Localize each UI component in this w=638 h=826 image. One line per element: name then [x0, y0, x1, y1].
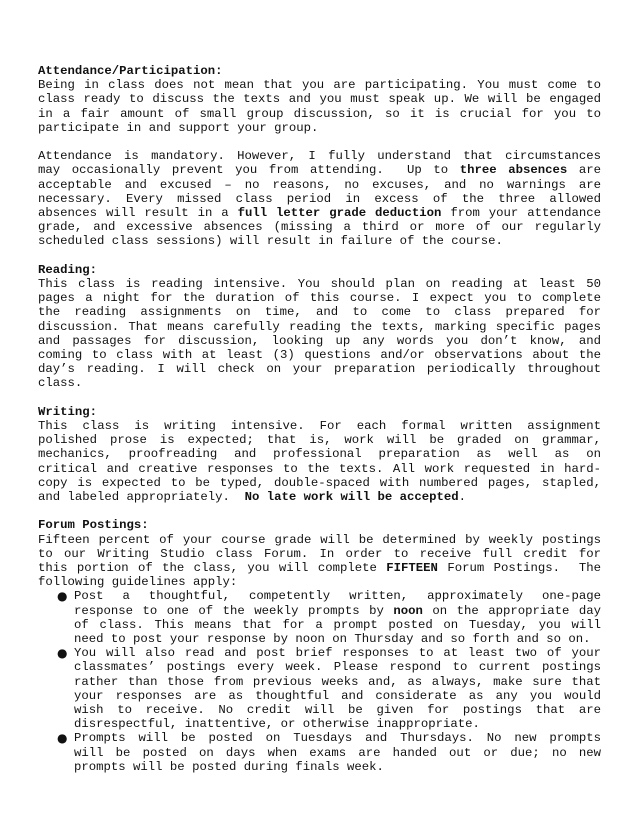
text-line: disrespectful, inattentive, or otherwise inappropriate.: [74, 717, 480, 732]
text-line: Being in class does not mean that you are participating. You must come to: [38, 78, 601, 93]
text-line: to our Writing Studio class Forum. In order to receive full credit for: [38, 546, 601, 561]
forum-section: [38, 518, 601, 774]
no-late-work-emphasis: No late work will be accepted: [244, 490, 459, 505]
text-line: and passages for discussion, looking up any words you don’t know, and: [38, 333, 601, 348]
text-line: of class. This means that for a prompt posted on Tuesday, you will: [74, 617, 601, 632]
text-line: acceptable and excused – no reasons, no excuses, and no warnings are: [38, 177, 601, 192]
text-line: Post a thoughtful, competently written, approximately one-page: [74, 589, 601, 604]
three-absences-emphasis: three absences: [459, 163, 568, 178]
text-line: need to post your response by noon on Thursday and so forth and so on.: [74, 632, 591, 647]
text-line: participate in and support your group.: [38, 120, 319, 135]
list-item: [38, 731, 601, 774]
text-line: necessary. Every missed class period in excess of the three allowed: [38, 191, 601, 206]
text-line: Fifteen percent of your course grade will be determined by weekly postings: [38, 532, 601, 547]
text-line: Prompts will be posted on Tuesdays and Thursdays. No new prompts: [74, 731, 601, 746]
text-line: mechanics, proofreading and professional preparation as well as on: [38, 447, 601, 462]
text-line: absences will result in a full letter grade deduction from your attendance: [38, 206, 601, 221]
bullet-icon: ●: [57, 731, 68, 746]
text-line: the reading assignments on time, and to come to class prepared for: [38, 305, 601, 320]
fifteen-emphasis: FIFTEEN: [386, 561, 438, 576]
text-line: copy is expected to be typed, double-spaced with numbered pages, stapled,: [38, 475, 601, 490]
text-line: response to one of the weekly prompts by noon on the appropriate day: [74, 603, 601, 618]
noon-emphasis: noon: [393, 603, 423, 618]
text-line: day’s reading. I will check on your preparation periodically throughout: [38, 362, 601, 377]
writing-section: [38, 405, 601, 504]
text-line: this portion of the class, you will complete FIFTEEN Forum Postings. The: [38, 561, 602, 576]
forum-heading: Forum Postings:: [38, 518, 149, 533]
bullet-icon: ●: [57, 589, 68, 604]
text-line: critical and creative responses to the texts. All work requested in hard-: [38, 461, 601, 476]
text-line: wish to receive. No credit will be given for postings that are: [74, 703, 601, 718]
text-line: in a fair amount of small group discussion, so it is crucial for you to: [38, 106, 601, 121]
syllabus-page: [38, 64, 601, 788]
text-line: This class is reading intensive. You should plan on reading at least 50: [38, 277, 601, 292]
text-line: rather than those from previous weeks and, as always, make sure that: [74, 674, 601, 689]
text-line: discussion. That means carefully reading the texts, marking specific pages: [38, 319, 601, 334]
text-line: coming to class with at least (3) questions and/or observations about the: [38, 348, 601, 363]
text-line: prompts will be posted during finals week.: [74, 759, 384, 774]
text-line: pages a night for the duration of this course. I expect you to complete: [38, 291, 601, 306]
text-line: You will also read and post brief responses to at least two of your: [74, 646, 601, 661]
attendance-heading: Attendance/Participation:: [38, 64, 223, 78]
text-line: classmates’ postings every week. Please respond to current postings: [74, 660, 601, 675]
text-line: following guidelines apply:: [38, 575, 238, 590]
text-line: your responses are as thoughtful and considerate as any you would: [74, 688, 601, 703]
list-item: [38, 646, 601, 731]
guidelines-list: [38, 589, 601, 774]
text-line: class ready to discuss the texts and you must speak up. We will be engaged: [38, 92, 601, 107]
text-line: class.: [38, 376, 83, 391]
attendance-section: [38, 64, 601, 135]
reading-heading: Reading:: [38, 262, 98, 277]
bullet-icon: ●: [57, 646, 68, 661]
text-line: polished prose is expected; that is, work will be graded on grammar,: [38, 433, 601, 448]
attendance-policy: [38, 149, 601, 248]
text-line: Attendance is mandatory. However, I fully understand that circumstances: [38, 149, 601, 164]
reading-section: [38, 263, 601, 391]
grade-deduction-emphasis: full letter grade deduction: [237, 206, 442, 221]
writing-heading: Writing:: [38, 404, 98, 419]
list-item: [38, 589, 601, 646]
text-line: scheduled class sessions) will result in failure of the course.: [38, 234, 503, 249]
text-line: may occasionally prevent you from attending. Up to three absences are: [38, 163, 601, 178]
text-line: and labeled appropriately. No late work will be accepted.: [38, 490, 467, 505]
text-line: This class is writing intensive. For each formal written assignment: [38, 419, 601, 434]
text-line: grade, and excessive absences (missing a third or more of our regularly: [38, 220, 601, 235]
text-line: will be posted on days when exams are handed out or due; no new: [74, 745, 601, 760]
